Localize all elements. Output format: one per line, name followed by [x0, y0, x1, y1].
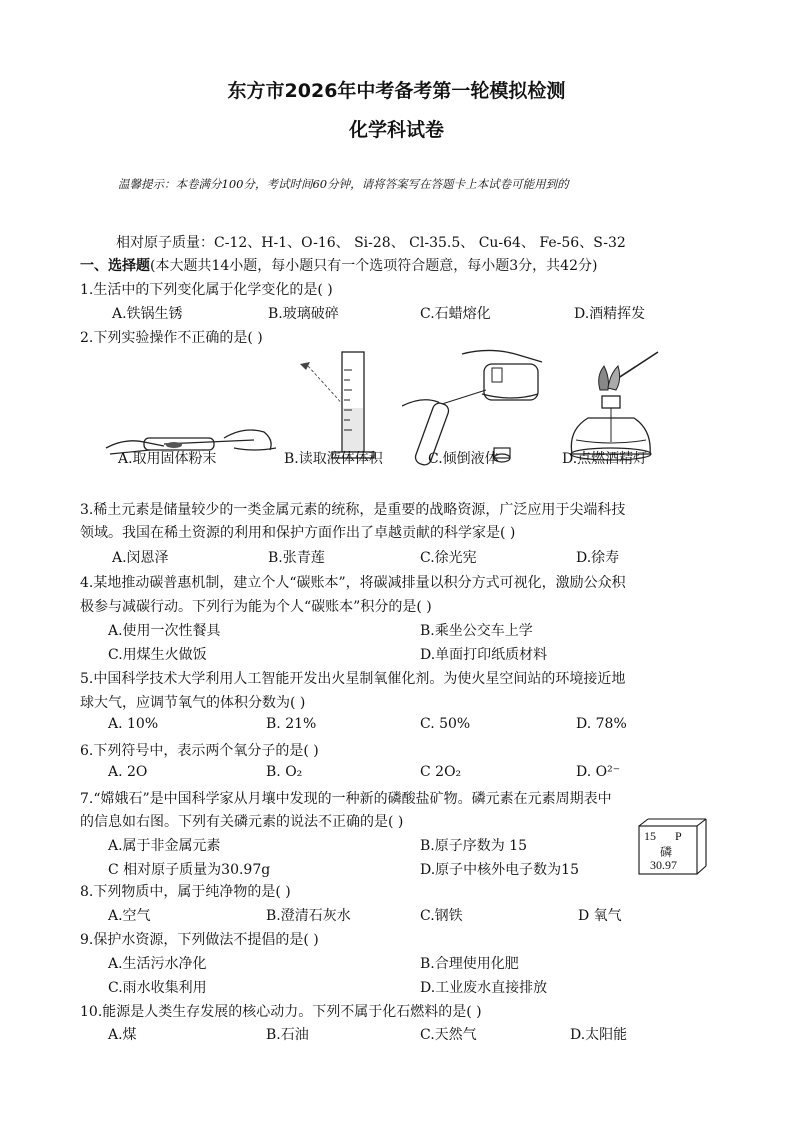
q9-option-b: B.合理使用化肥 — [420, 956, 519, 972]
question-9-stem: 9.保护水资源，下列做法不提倡的是( ) — [80, 932, 319, 948]
question-4-stem-cont: 极参与减碳行动。下列行为能为个人“碳账本”积分的是( ) — [80, 599, 432, 615]
q5-option-d: D. 78% — [576, 716, 627, 732]
q7-option-b: B.原子序数为 15 — [420, 838, 528, 854]
q8-option-d: D 氧气 — [578, 908, 622, 924]
question-6-stem: 6.下列符号中，表示两个氧分子的是( ) — [80, 743, 319, 759]
q10-option-a: A.煤 — [108, 1027, 137, 1043]
question-7-stem: 7.“嫦娥石”是中国科学家从月壤中发现的一种新的磷酸盐矿物。磷元素在元素周期表中 — [80, 791, 612, 807]
q1-option-d: D.酒精挥发 — [574, 306, 646, 322]
q9-option-a: A.生活污水净化 — [108, 956, 207, 972]
q1-option-c: C.石蜡熔化 — [420, 306, 491, 322]
q9-option-c: C.雨水收集利用 — [108, 980, 207, 996]
q4-option-c: C.用煤生火做饭 — [108, 647, 207, 663]
atomic-masses: 相对原子质量：C-12、H-1、O-16、 Si-28、 Cl-35.5、 Cu-64、 Fe-56、S-32 — [116, 235, 626, 251]
question-8-stem: 8.下列物质中，属于纯净物的是( ) — [80, 884, 291, 900]
q1-option-b: B.玻璃破碎 — [268, 306, 339, 322]
question-3-stem: 3.稀土元素是储量较少的一类金属元素的统称，是重要的战略资源，广泛应用于尖端科技 — [80, 502, 626, 518]
question-2-stem: 2.下列实验操作不正确的是( ) — [80, 330, 263, 346]
q1-option-a: A.铁锅生锈 — [112, 306, 183, 322]
q2-option-c: C.倾倒液体 — [428, 451, 499, 467]
q4-option-a: A.使用一次性餐具 — [108, 623, 221, 639]
question-10-stem: 10.能源是人类生存发展的核心动力。下列不属于化石燃料的是( ) — [80, 1004, 482, 1020]
exam-subtitle: 化学科试卷 — [348, 119, 444, 141]
q5-option-b: B. 21% — [266, 716, 317, 732]
phosphorus-element-card — [638, 818, 708, 876]
element-number: 15 — [644, 829, 656, 843]
question-5-stem-cont: 球大气，应调节氧气的体积分数为( ) — [80, 695, 306, 711]
q6-option-d: D. O²⁻ — [576, 764, 621, 780]
q8-option-a: A.空气 — [108, 908, 151, 924]
q5-option-a: A. 10% — [108, 716, 159, 732]
section-title: 一、选择题 — [80, 258, 150, 274]
q4-option-d: D.单面打印纸质材料 — [420, 647, 548, 663]
q6-option-b: B. O₂ — [266, 764, 303, 780]
question-1-stem: 1.生活中的下列变化属于化学变化的是( ) — [80, 282, 333, 298]
question-4-stem: 4.某地推动碳普惠机制，建立个人“碳账本”，将碳减排量以积分方式可视化，激励公众积 — [80, 575, 626, 591]
q7-option-c: C 相对原子质量为30.97g — [108, 862, 271, 878]
q10-option-d: D.太阳能 — [570, 1027, 628, 1043]
element-mass: 30.97 — [650, 858, 677, 872]
section-heading — [80, 255, 597, 275]
q10-option-b: B.石油 — [266, 1027, 309, 1043]
q4-option-b: B.乘坐公交车上学 — [420, 623, 533, 639]
question-5-stem: 5.中国科学技术大学利用人工智能开发出火星制氧催化剂。为使火星空间站的环境接近地 — [80, 671, 626, 687]
q3-option-b: B.张青莲 — [268, 550, 325, 566]
q5-option-c: C. 50% — [420, 716, 471, 732]
q9-option-d: D.工业废水直接排放 — [420, 980, 548, 996]
element-name: 磷 — [660, 845, 673, 859]
q6-option-c: C 2O₂ — [420, 764, 462, 780]
q8-option-b: B.澄清石灰水 — [266, 908, 351, 924]
q2-option-b: B.读取液体体积 — [284, 451, 383, 467]
exam-title: 东方市2026年中考备考第一轮模拟检测 — [227, 80, 566, 102]
q3-option-c: C.徐光宪 — [420, 550, 477, 566]
q6-option-a: A. 2O — [108, 764, 148, 780]
q2-option-a: A.取用固体粉末 — [118, 451, 217, 467]
question-3-stem-cont: 领域。我国在稀土资源的利用和保护方面作出了卓越贡献的科学家是( ) — [80, 525, 516, 541]
q7-option-d: D.原子中核外电子数为15 — [420, 862, 579, 878]
figure-graduated-cylinder — [296, 350, 386, 462]
q10-option-c: C.天然气 — [420, 1027, 477, 1043]
q3-option-a: A.闵恩泽 — [112, 550, 169, 566]
exam-tip: 温馨提示：本卷满分100分，考试时间60分钟，请将答案写在答题卡上本试卷可能用到的 — [118, 177, 569, 191]
q8-option-c: C.钢铁 — [420, 908, 463, 924]
q7-option-a: A.属于非金属元素 — [108, 838, 221, 854]
q3-option-d: D.徐寿 — [576, 550, 620, 566]
q2-option-d: D.点燃酒精灯 — [562, 451, 648, 467]
section-desc: (本大题共14小题，每小题只有一个选项符合题意，每小题3分，共42分) — [150, 258, 598, 274]
element-symbol: P — [675, 829, 682, 843]
question-7-stem-cont: 的信息如右图。下列有关磷元素的说法不正确的是( ) — [80, 814, 404, 830]
